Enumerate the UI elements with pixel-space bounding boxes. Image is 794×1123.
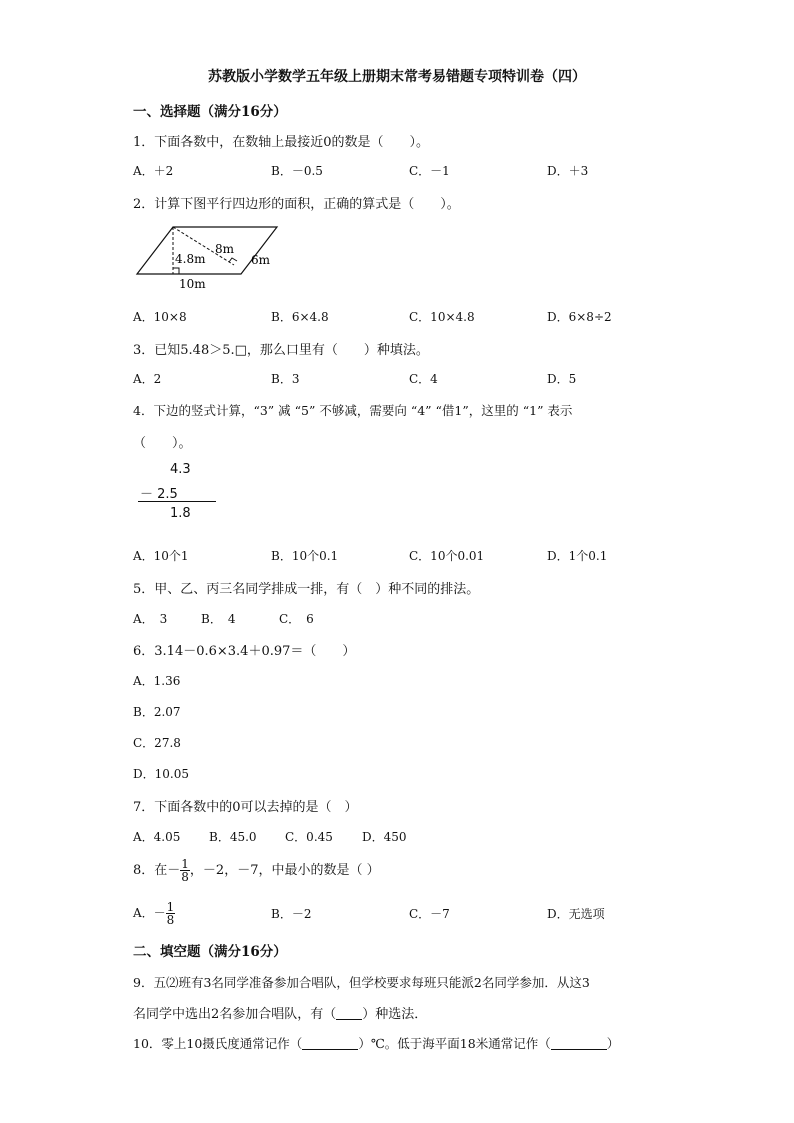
q9-line2-post: ）种选法． [362,1007,428,1022]
q9-line2-pre: 名同学中选出2名参加合唱队，有（ [133,1007,337,1022]
q9-answer-blank[interactable] [336,1007,362,1020]
q6-option-c: C．27.8 [133,736,181,750]
parallelogram-figure [133,222,283,292]
q5-option-b: B． 4 [201,612,236,626]
section-heading-choice: 一、选择题（满分16分） [133,104,287,120]
right-angle-mark-side [229,258,237,262]
q3-text-post: ，那么口里有（ ）种填法。 [246,343,429,358]
q1-option-b: B．－0.5 [271,164,323,178]
q10-text-pre: 10．零上10摄氏度通常记作（ [133,1036,303,1051]
label-slant: 8m [215,242,235,256]
question-6: 6．3.14－0.6×3.4＋0.97＝（ ） [133,644,356,659]
q8-fraction-numerator: 1 [181,857,189,871]
label-side: 6m [251,253,271,267]
q8-option-c: C．－7 [409,907,450,921]
q2-option-c: C．10×4.8 [409,310,475,324]
q10-text-post: ） [606,1036,620,1051]
q7-option-c: C．0.45 [285,830,333,844]
q8-option-d: D．无选项 [547,907,605,921]
q3-option-d: D．5 [547,372,577,386]
question-9-line-2 [133,1003,427,1022]
right-angle-mark-base [173,268,179,274]
vertical-subtraction [138,462,218,524]
q7-option-b: B．45.0 [209,830,257,844]
q3-option-b: B．3 [271,372,300,386]
q4-option-d: D．1个0.1 [547,549,608,563]
question-2: 2．计算下图平行四边形的面积，正确的算式是（ ）。 [133,197,460,212]
question-8 [133,855,380,887]
q10-answer-blank-2[interactable] [551,1037,607,1050]
q8-fraction [180,858,190,883]
label-base: 10m [179,277,206,291]
q4-option-c: C．10个0.01 [409,549,485,563]
q4-option-a: A．10个1 [133,549,189,563]
q6-option-a: A．1.36 [133,674,181,688]
question-10 [133,1034,619,1052]
q2-option-d: D．6×8÷2 [547,310,612,324]
q10-text-mid: ）℃。低于海平面18米通常记作（ [358,1036,551,1051]
vertical-result: 1.8 [170,506,191,521]
q8-option-a-fraction [166,901,176,926]
q3-box-symbol: □ [234,343,247,358]
vertical-top-number: 4.3 [170,462,191,477]
q6-option-b: B．2.07 [133,705,181,719]
q8-text-pre: 8．在－ [133,863,181,878]
q1-option-c: C．－1 [409,164,450,178]
question-4-line-1: 4．下边的竖式计算，“3” 减 “5” 不够减，需要向 “4” “借1”，这里的 “1” 表示 [133,403,573,418]
q5-option-c: C． 6 [279,612,314,626]
q7-option-a: A．4.05 [133,830,181,844]
section-heading-fill-in: 二、填空题（满分16分） [133,944,287,960]
q8-option-a-prefix: A．－ [133,906,166,920]
question-7: 7．下面各数中的0可以去掉的是（ ） [133,800,358,815]
q5-option-a: A． 3 [133,612,168,626]
q8-option-a-numerator: 1 [166,900,175,914]
q1-option-d: D．＋3 [547,164,589,178]
q3-option-a: A．2 [133,372,162,386]
q8-option-a-denominator: 8 [166,913,175,927]
page-title: 苏教版小学数学五年级上册期末常考易错题专项特训卷（四） [208,69,586,85]
q4-option-b: B．10个0.1 [271,549,339,563]
q3-option-c: C．4 [409,372,438,386]
q8-option-a [133,897,175,929]
question-9-line-1: 9．五⑵班有3名同学准备参加合唱队，但学校要求每班只能派2名同学参加．从这3 [133,975,590,990]
q2-option-b: B．6×4.8 [271,310,329,324]
q3-text-pre: 3．已知5.48＞5. [133,343,235,358]
q1-option-a: A．＋2 [133,164,174,178]
label-height: 4.8m [175,252,206,266]
q7-option-d: D．450 [362,830,407,844]
q10-answer-blank-1[interactable] [302,1037,358,1050]
question-5: 5．甲、乙、丙三名同学排成一排，有（ ）种不同的排法。 [133,582,480,597]
vertical-minus-number: － 2.5 [140,487,178,502]
q8-fraction-denominator: 8 [181,870,189,884]
q8-option-b: B．－2 [271,907,312,921]
vertical-rule-line [138,501,216,502]
question-4-line-2: （ ）。 [133,436,192,451]
q2-option-a: A．10×8 [133,310,187,324]
question-3 [133,339,429,358]
q8-text-post: ，－2，－7，中最小的数是（ ） [189,863,380,878]
q6-option-d: D．10.05 [133,767,189,781]
question-1: 1．下面各数中，在数轴上最接近0的数是（ ）。 [133,135,430,150]
